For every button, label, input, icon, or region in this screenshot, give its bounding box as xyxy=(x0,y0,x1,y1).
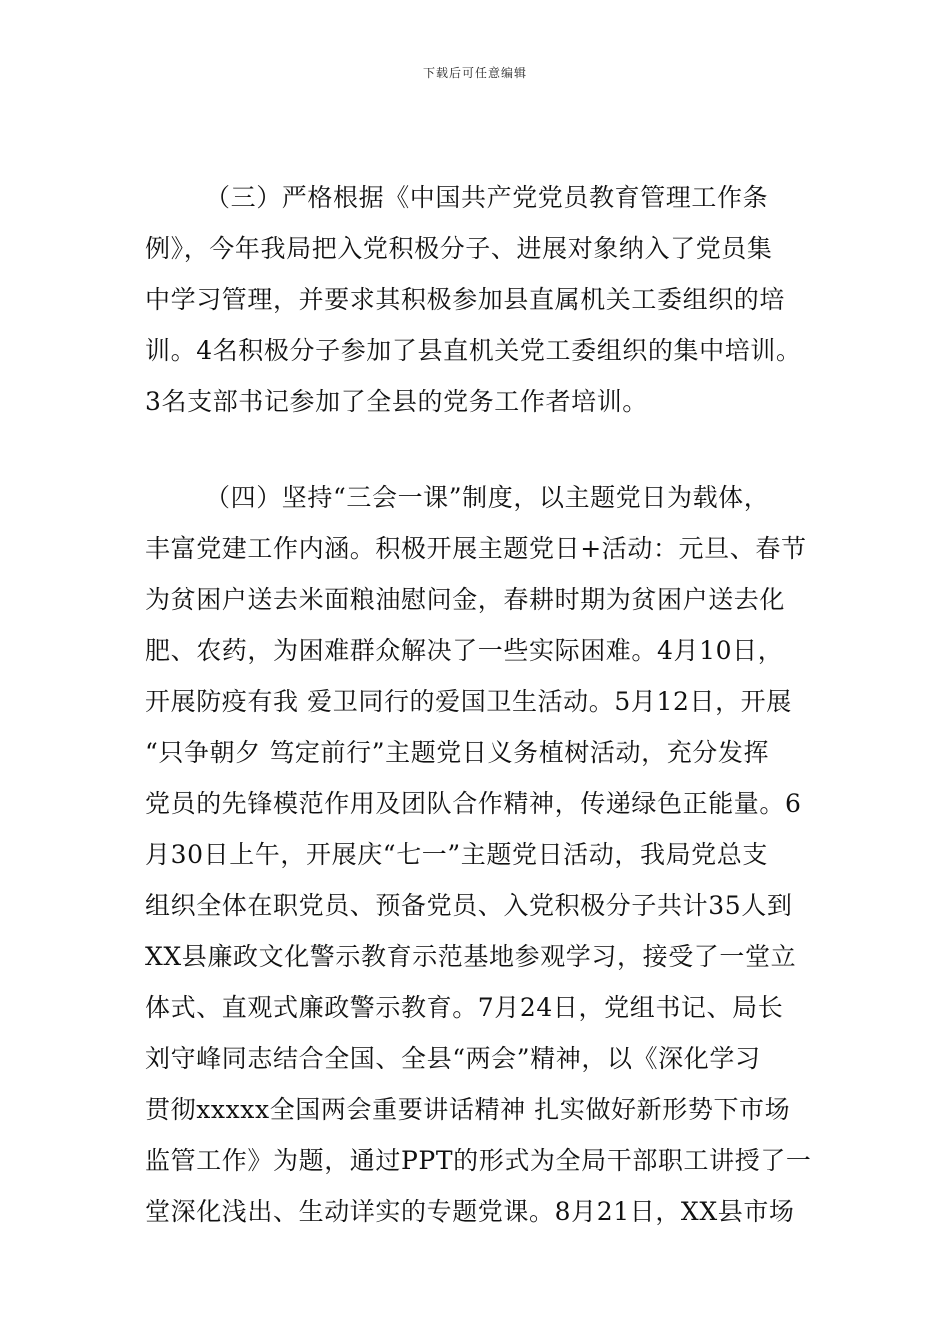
text-line: 开展防疫有我 爱卫同行的爱国卫生活动。5月12日，开展 xyxy=(145,687,792,716)
text-line: 月30日上午，开展庆“七一”主题党日活动，我局党总支 xyxy=(145,840,768,869)
page-header: 下载后可任意编辑 xyxy=(422,66,527,80)
text-line: 监管工作》为题，通过PPT的形式为全局干部职工讲授了一 xyxy=(145,1146,812,1175)
text-line: 中学习管理，并要求其积极参加县直属机关工委组织的培 xyxy=(145,285,786,314)
text-line: “只争朝夕 笃定前行”主题党日义务植树活动，充分发挥 xyxy=(145,738,770,767)
text-line: 刘守峰同志结合全国、全县“两会”精神，以《深化学习 xyxy=(145,1044,761,1073)
text-line: 为贫困户送去米面粮油慰问金，春耕时期为贫困户送去化 xyxy=(145,585,786,614)
text-line: 堂深化浅出、生动详实的专题党课。8月21日，XX县市场 xyxy=(145,1197,795,1226)
text-line: 组织全体在职党员、预备党员、入党积极分子共计35人到 xyxy=(145,891,793,920)
text-line: 体式、直观式廉政警示教育。7月24日，党组书记、局长 xyxy=(145,993,784,1022)
text-line: XX县廉政文化警示教育示范基地参观学习，接受了一堂立 xyxy=(145,942,797,971)
text-line: 训。4名积极分子参加了县直机关党工委组织的集中培训。 xyxy=(145,336,802,365)
text-line: （四）坚持“三会一课”制度，以主题党日为载体， xyxy=(205,483,770,512)
text-line: 肥、农药，为困难群众解决了一些实际困难。4月10日， xyxy=(145,636,784,665)
text-line: （三）严格根据《中国共产党党员教育管理工作条 xyxy=(205,183,769,212)
text-line: 党员的先锋模范作用及团队合作精神，传递绿色正能量。6 xyxy=(145,789,802,818)
text-line: 贯彻xxxxx全国两会重要讲话精神 扎实做好新形势下市场 xyxy=(145,1095,791,1124)
text-line: 3名支部书记参加了全县的党务工作者培训。 xyxy=(145,387,648,416)
text-line: 丰富党建工作内涵。积极开展主题党日+活动：元旦、春节 xyxy=(145,534,807,563)
text-line: 例》，今年我局把入党积极分子、进展对象纳入了党员集 xyxy=(145,234,773,263)
